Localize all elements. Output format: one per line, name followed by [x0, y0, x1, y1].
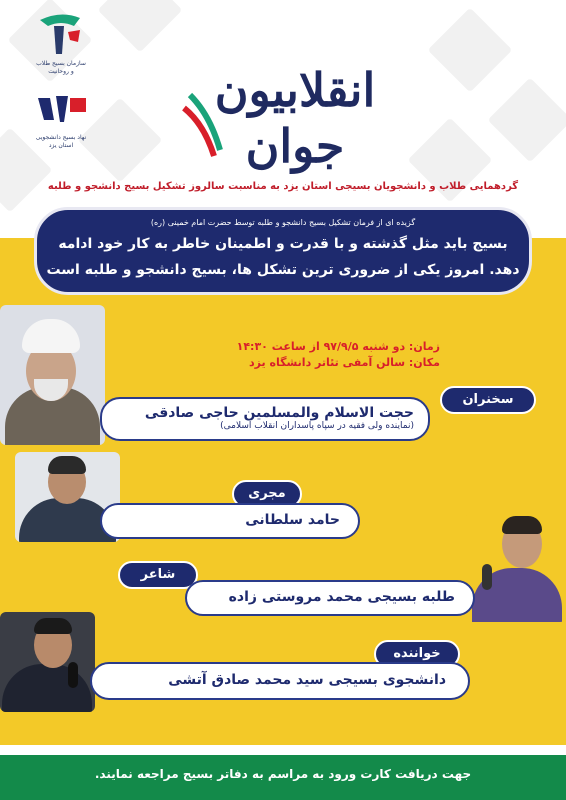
event-place: مکان: سالن آمفی تئاتر دانشگاه یزد — [249, 356, 440, 369]
event-time: زمان: دو شنبه ۹۷/۹/۵ از ساعت ۱۴:۳۰ — [236, 340, 440, 353]
footer-bar — [0, 755, 566, 800]
host-name: حامد سلطانی — [245, 512, 340, 528]
logo-emblem-icon — [34, 90, 88, 130]
quote-line-2: دهد. امروز یکی از ضروری ترین تشکل ها، بسیج دانشجو و طلبه است — [46, 262, 520, 278]
role-label-poet: شاعر — [118, 561, 198, 589]
role-label-singer: خواننده — [374, 640, 460, 668]
quote-line-1: بسیج باید مثل گذشته و با قدرت و اطمینان خاطر به کار خود ادامه — [58, 236, 508, 252]
logo-student-basij — [34, 90, 88, 149]
singer-name-box — [90, 662, 470, 700]
singer-name: دانشجوی بسیجی سید محمد صادق آتشی — [168, 672, 446, 688]
pattern-tile — [428, 8, 513, 93]
main-title-block — [170, 10, 420, 180]
quote-box — [34, 207, 532, 295]
poet-name-box — [185, 580, 475, 616]
logo-top-text: سازمان بسیج طلاب و روحانیت — [36, 60, 86, 75]
speaker-note: (نماینده ولی فقیه در سپاه پاسداران انقلاب اسلامی) — [220, 421, 414, 431]
host-name-box — [100, 503, 360, 539]
speaker-photo-1 — [0, 305, 105, 445]
speaker-name: حجت الاسلام والمسلمین حاجی صادقی — [144, 405, 414, 421]
bottom-divider — [0, 745, 566, 755]
footer-text: جهت دریافت کارت ورود به مراسم به دفاتر بسیج مراجعه نمایند. — [94, 767, 472, 781]
pattern-tile — [488, 78, 566, 163]
role-label-host: مجری — [232, 480, 302, 508]
pattern-tile — [78, 98, 163, 183]
role-label-speaker: سخنران — [440, 386, 536, 414]
poet-name: طلبه بسیجی محمد مروستی زاده — [228, 589, 455, 605]
event-subtitle: گردهمایی طلاب و دانشجویان بسیجی استان یزد به مناسبت سالروز تشکیل بسیج دانشجو و طلبه — [47, 181, 519, 192]
speaker-name-box — [100, 397, 430, 441]
logo-emblem-icon — [34, 10, 88, 56]
logo-basij-clerics — [34, 10, 88, 75]
logo-bottom-text: نهاد بسیج دانشجویی استان یزد — [35, 134, 87, 149]
poet-photo — [466, 512, 566, 622]
singer-photo — [0, 612, 95, 712]
quote-intro: گزیده ای از فرمان تشکیل بسیج دانشجو و طلبه توسط حضرت امام خمینی (ره) — [150, 218, 416, 227]
page-title: انقلابیون جوان — [214, 63, 376, 173]
